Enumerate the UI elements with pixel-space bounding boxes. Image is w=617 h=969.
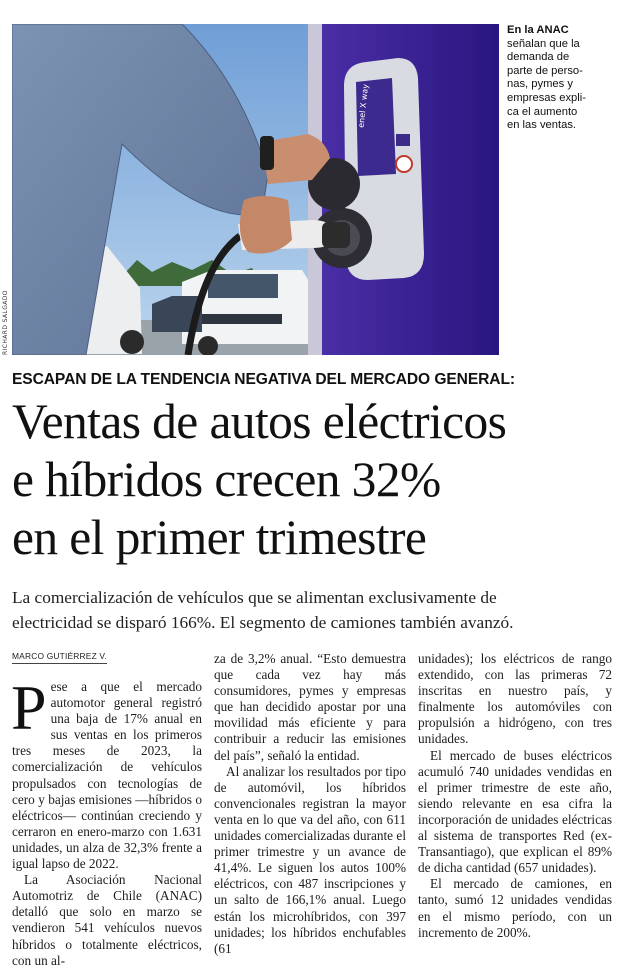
headline-line: Ventas de autos eléctricos: [12, 394, 507, 449]
headline-line: e híbridos crecen 32%: [12, 452, 441, 507]
caption-lead: En la ANAC: [507, 24, 569, 36]
caption-line: demanda de: [507, 51, 570, 64]
body-paragraph: Al analizar los resultados por tipo de automóvil, los híbridos convencionales registran la mayor venta en lo que va del año, con 611 unidades comercializadas durante el primer trimestre y un avance de 41,4%. Le siguen los autos 100% eléctricos, con 487 inscripciones y un salto de 166,1% anual. Luego están los microhíbridos, con 397 unidades; los híbridos enchufables (61: [214, 763, 406, 956]
kicker: ESCAPAN DE LA TENDENCIA NEGATIVA DEL MERCADO GENERAL:: [12, 371, 515, 388]
body-column-3: [418, 651, 612, 941]
drop-cap: P: [11, 672, 47, 743]
ev-charging-illustration: [12, 24, 499, 355]
body-column-2: [214, 651, 406, 957]
caption-line: en las ventas.: [507, 119, 577, 132]
caption-line: ca el aumento: [507, 105, 578, 118]
body-text: ese a que el mercado automotor general registró una baja de 17% anual en sus ventas en los primeros tres meses de 2023, la comercialización de vehículos propulsados con tecnologías de cero y bajas emisiones —híbridos o eléctricos— continúan creciendo y cerraron en enero-marzo con 1.631 unidades, un alza de 32,3% frente a igual lapso de 2022.: [12, 679, 202, 872]
byline: MARCO GUTIÉRREZ V.: [12, 651, 107, 664]
body-paragraph: za de 3,2% anual. “Esto demuestra que cada vez hay más consumidores, pymes y empresas que han decidido apostar por una movilidad más eficiente y para contribuir a reducir las emisiones del país”, señaló la entidad.: [214, 651, 406, 763]
body-paragraph: unidades); los eléctricos de rango extendido, con las primeras 72 inscritas en nuestro país, y finalmente los automóviles con propulsión a hidrógeno, con tres unidades.: [418, 651, 612, 747]
caption-line: parte de perso-: [507, 64, 583, 77]
body-paragraph: La Asociación Nacional Automotriz de Chile (ANAC) detalló que solo en marzo se vendieron 541 vehículos nuevos híbridos o totalmente eléctricos, con un al-: [12, 872, 202, 968]
caption-line: empresas expli-: [507, 91, 586, 104]
deck-line: La comercialización de vehículos que se alimentan exclusivamente de: [12, 588, 497, 607]
article-photo: [12, 24, 499, 355]
body-column-1: [11, 672, 202, 969]
svg-text:enel X way: enel X way: [356, 83, 371, 129]
photo-credit: RICHARD SALGADO: [2, 290, 9, 355]
body-paragraph: [11, 672, 202, 872]
headline-line: en el primer trimestre: [12, 510, 427, 565]
caption-line: nas, pymes y: [507, 78, 573, 91]
body-paragraph: El mercado de buses eléctricos acumuló 740 unidades vendidas en el primer trimestre de este año, siendo relevante en esa cifra la incorporación de unidades eléctricas al sistema de transportes Red (ex-Transantiago), que explican el 89% de dicha cantidad (657 unidades).: [418, 747, 612, 876]
deck-line: electricidad se disparó 166%. El segmento de camiones también avanzó.: [12, 613, 514, 632]
body-paragraph: El mercado de camiones, en tanto, sumó 12 unidades vendidas en el mismo período, con un incremento de 200%.: [418, 876, 612, 940]
caption-line: señalan que la: [507, 37, 580, 50]
photo-caption: [507, 24, 613, 133]
headline: [12, 393, 612, 567]
deck: [12, 585, 612, 635]
